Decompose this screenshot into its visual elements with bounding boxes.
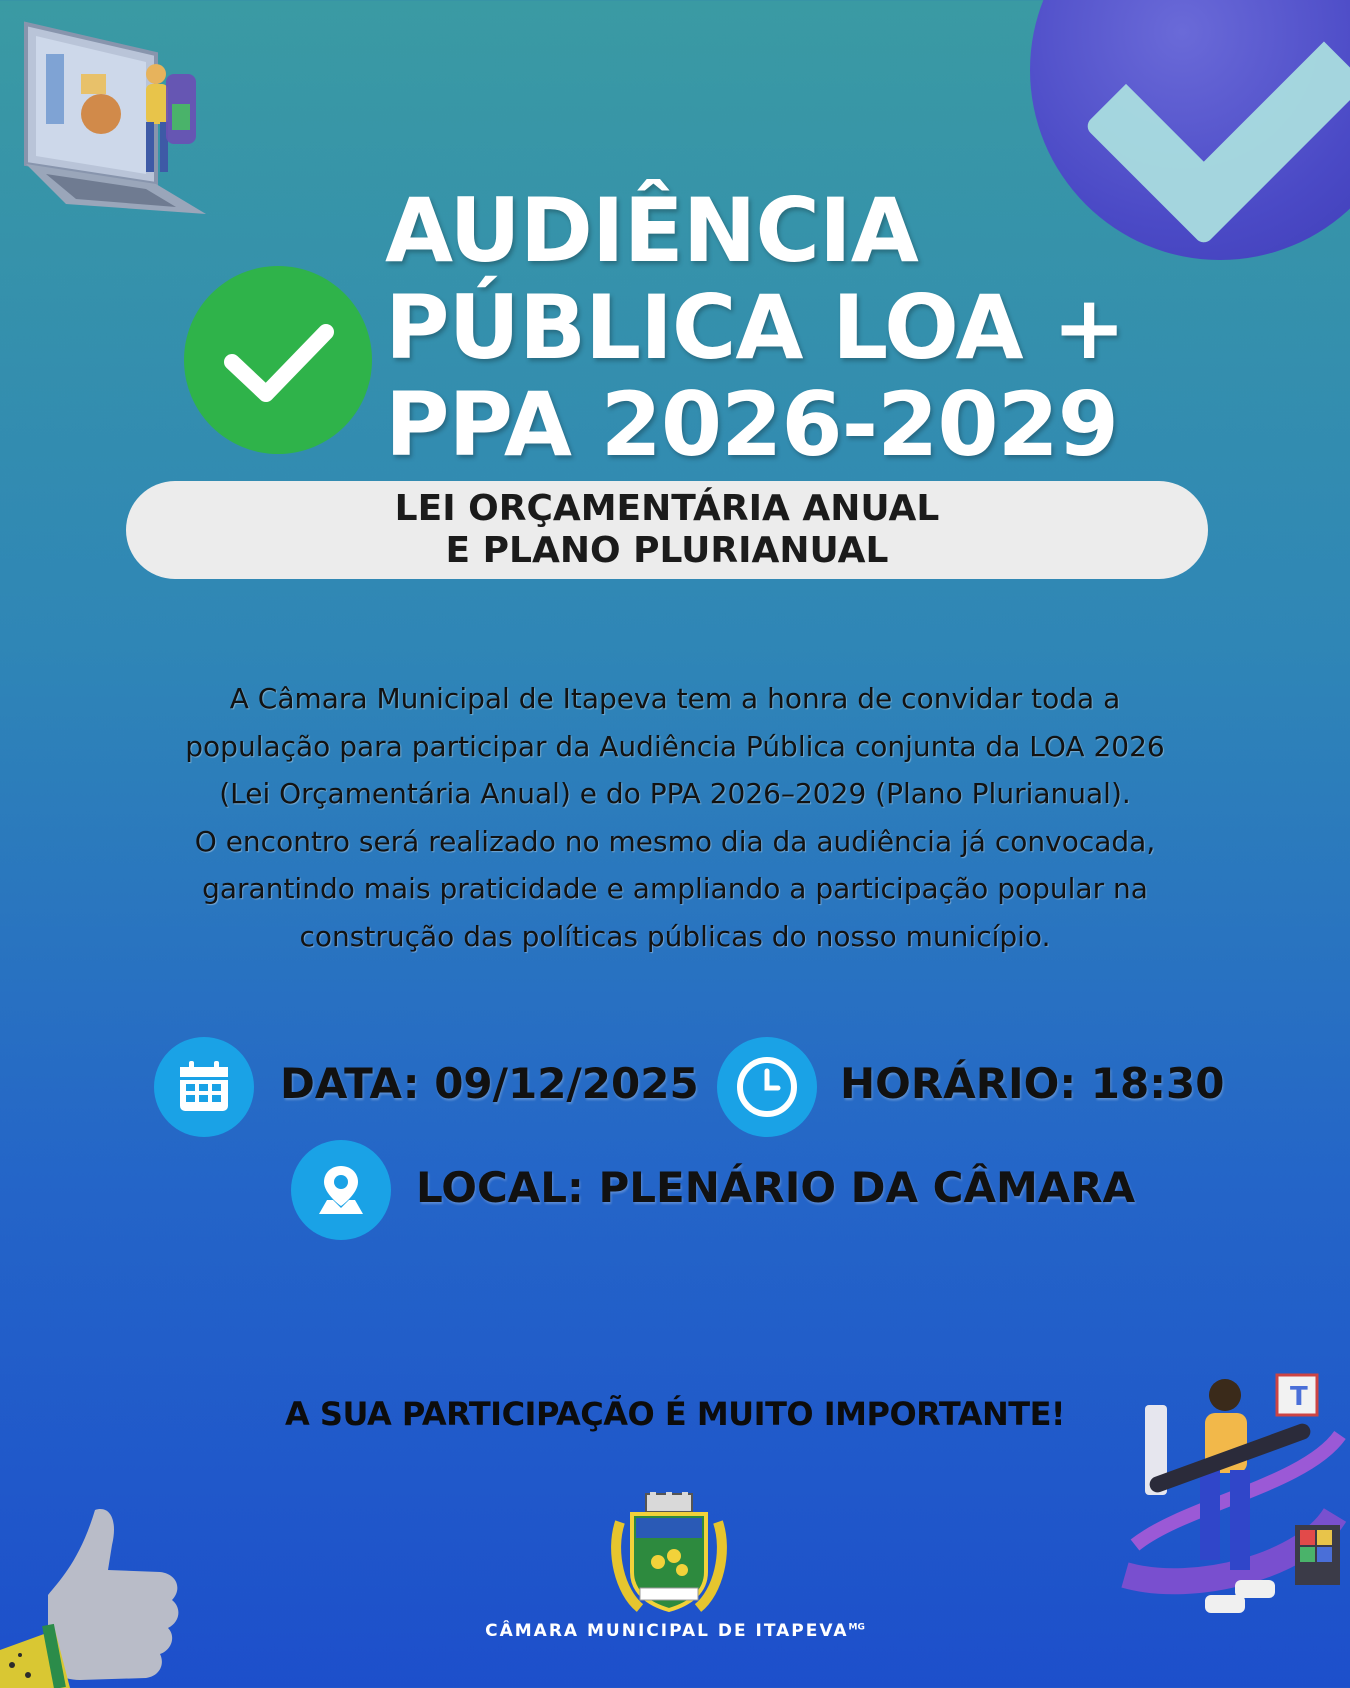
intro-line: A Câmara Municipal de Itapeva tem a honra de convidar toda a [229, 682, 1121, 715]
title-line-2: PÚBLICA LOA + [385, 276, 1126, 379]
intro-line: garantindo mais praticidade e ampliando a participação popular na [202, 872, 1148, 905]
subtitle-line-2: E PLANO PLURIANUAL [445, 530, 889, 571]
location-icon-badge [291, 1140, 391, 1240]
title-line-3: PPA 2026-2029 [385, 373, 1119, 476]
intro-line: O encontro será realizado no mesmo dia da audiência já convocada, [194, 824, 1156, 858]
footer-state: MG [848, 1622, 865, 1633]
clock-icon-badge [717, 1037, 817, 1137]
clock-icon [736, 1056, 798, 1118]
laptop-illustration [6, 14, 206, 234]
footer-org-name: CÂMARA MUNICIPAL DE ITAPEVA [485, 1621, 849, 1641]
intro-line: (Lei Orçamentária Anual) e do PPA 2026–2029 (Plano Plurianual). [219, 777, 1131, 810]
event-location: LOCAL: PLENÁRIO DA CÂMARA [416, 1163, 1136, 1212]
event-time: HORÁRIO: 18:30 [840, 1059, 1225, 1108]
calendar-icon [176, 1059, 232, 1115]
subtitle-line-1: LEI ORÇAMENTÁRIA ANUAL [394, 488, 940, 529]
thumbs-up-illustration [0, 1500, 190, 1688]
title-line-1: AUDIÊNCIA [385, 179, 918, 282]
municipal-crest [610, 1492, 728, 1620]
intro-line: população para participar da Audiência Pública conjunta da LOA 2026 [185, 729, 1165, 763]
check-icon [184, 266, 372, 454]
call-to-action: A SUA PARTICIPAÇÃO É MUITO IMPORTANTE! [284, 1395, 1066, 1433]
intro-paragraph [60, 675, 1290, 960]
calendar-icon-badge [154, 1037, 254, 1137]
subtitle-pill [126, 481, 1208, 579]
svg-text:T: T [1290, 1382, 1308, 1412]
page-title [385, 179, 1185, 476]
footer-organization [0, 1621, 1350, 1641]
green-check-badge [184, 266, 372, 454]
intro-line: construção das políticas públicas do nosso município. [299, 919, 1051, 953]
location-pin-icon [311, 1160, 371, 1220]
event-date: DATA: 09/12/2025 [280, 1059, 699, 1108]
